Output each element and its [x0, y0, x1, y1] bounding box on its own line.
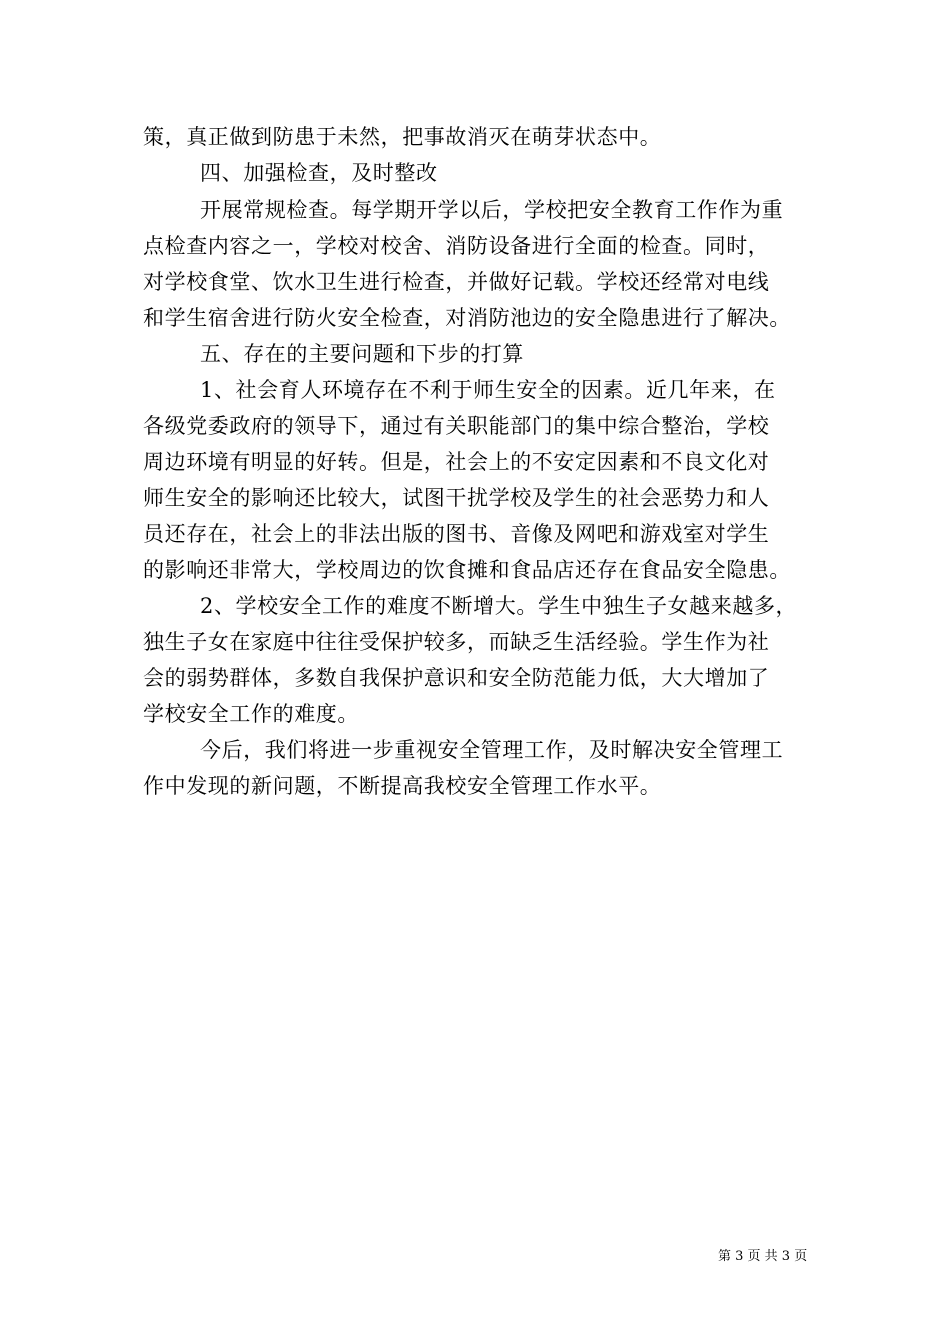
text-line: 员还存在，社会上的非法出版的图书、音像及网吧和游戏室对学生: [143, 522, 770, 546]
text-line: 的影响还非常大，学校周边的饮食摊和食品店还存在食品安全隐患。: [143, 558, 791, 582]
text-line: 开展常规检查。每学期开学以后，学校把安全教育工作作为重: [200, 198, 784, 222]
text-line: 策，真正做到防患于未然，把事故消灭在萌芽状态中。: [143, 125, 662, 149]
text-line: 2、学校安全工作的难度不断增大。学生中独生子女越来越多，: [200, 594, 798, 618]
text-line: 1、社会育人环境存在不利于师生安全的因素。近几年来，在: [200, 378, 776, 402]
section-heading: 四、加强检查，及时整改: [200, 161, 438, 185]
page-number: 第 3 页 共 3 页: [718, 1249, 808, 1264]
text-line: 会的弱势群体，多数自我保护意识和安全防范能力低，大大增加了: [143, 666, 770, 690]
text-line: 各级党委政府的领导下，通过有关职能部门的集中综合整治，学校: [143, 414, 770, 438]
text-line: 作中发现的新问题，不断提高我校安全管理工作水平。: [143, 774, 662, 798]
text-line: 点检查内容之一，学校对校舍、消防设备进行全面的检查。同时，: [143, 234, 770, 258]
text-line: 师生安全的影响还比较大，试图干扰学校及学生的社会恶势力和人: [143, 486, 770, 510]
text-line: 和学生宿舍进行防火安全检查，对消防池边的安全隐患进行了解决。: [143, 306, 791, 330]
text-line: 今后，我们将进一步重视安全管理工作，及时解决安全管理工: [200, 738, 784, 762]
text-line: 独生子女在家庭中往往受保护较多，而缺乏生活经验。学生作为社: [143, 630, 770, 654]
text-line: 对学校食堂、饮水卫生进行检查，并做好记载。学校还经常对电线: [143, 270, 770, 294]
text-line: 周边环境有明显的好转。但是，社会上的不安定因素和不良文化对: [143, 450, 770, 474]
text-line: 学校安全工作的难度。: [143, 702, 359, 726]
section-heading: 五、存在的主要问题和下步的打算: [200, 342, 524, 366]
